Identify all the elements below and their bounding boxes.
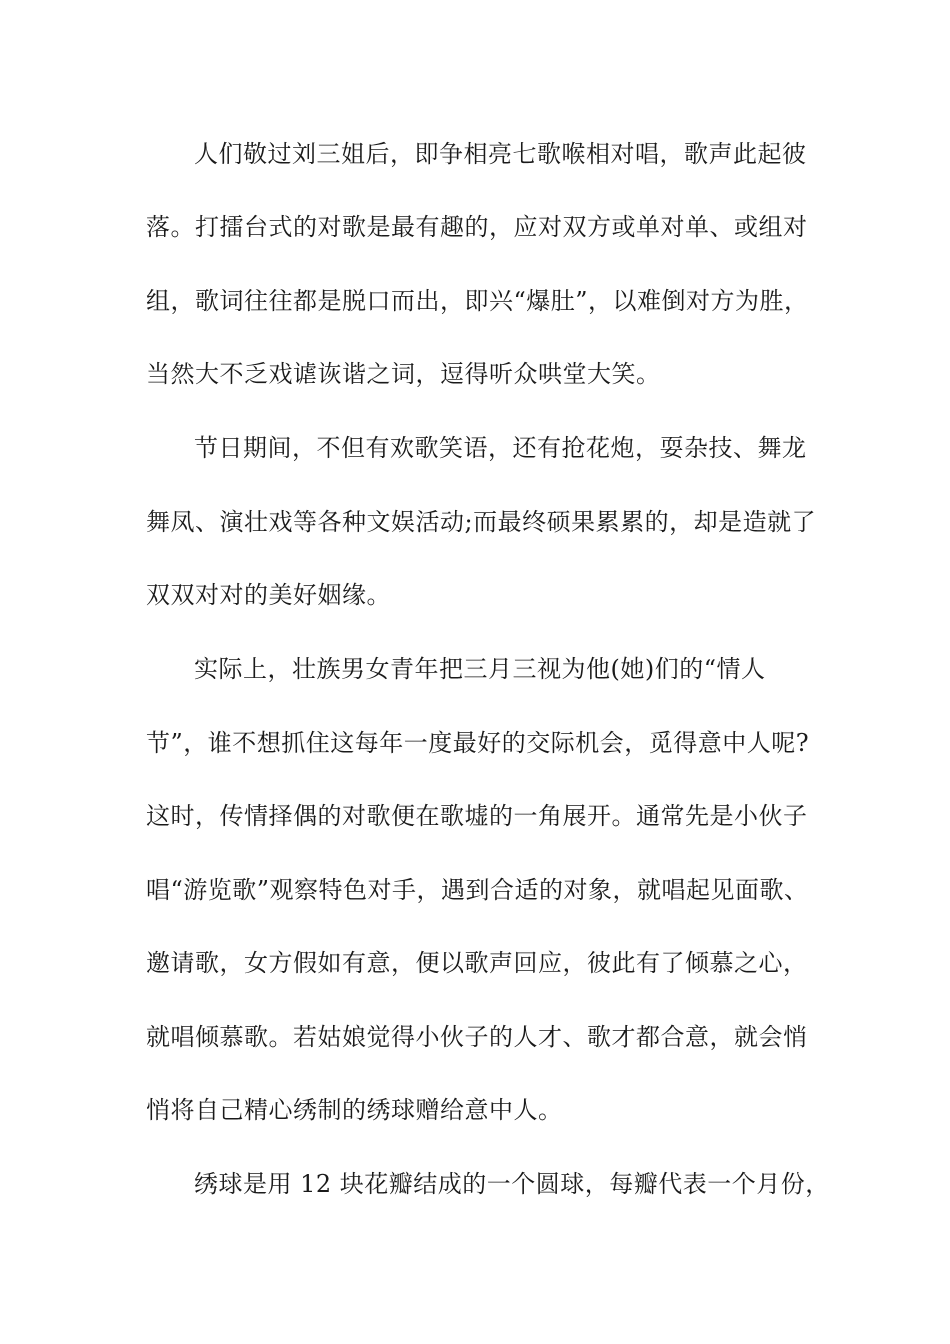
paragraph-3-line-3: 这时，传情择偶的对歌便在歌墟的一角展开。通常先是小伙子 (146, 802, 808, 830)
paragraph-1-line-4: 当然大不乏戏谑诙谐之词，逗得听众哄堂大笑。 (146, 360, 661, 388)
paragraph-2-line-1: 节日期间，不但有欢歌笑语，还有抢花炮，耍杂技、舞龙 (194, 434, 807, 462)
paragraph-1-line-1: 人们敬过刘三姐后，即争相亮七歌喉相对唱，歌声此起彼 (194, 140, 807, 168)
paragraph-4-line-1: 绣球是用 12 块花瓣结成的一个圆球，每瓣代表一个月份， (194, 1170, 830, 1198)
paragraph-3-line-5: 邀请歌，女方假如有意，便以歌声回应，彼此有了倾慕之心， (146, 949, 808, 977)
paragraph-1-line-2: 落。打擂台式的对歌是最有趣的，应对双方或单对单、或组对 (146, 213, 808, 241)
paragraph-3-line-1: 实际上，壮族男女青年把三月三视为他(她)们的“情人 (194, 655, 766, 683)
paragraph-1-line-3: 组，歌词往往都是脱口而出，即兴“爆肚”，以难倒对方为胜， (146, 287, 809, 315)
paragraph-3-line-7: 悄将自己精心绣制的绣球赠给意中人。 (146, 1096, 563, 1124)
paragraph-2-line-3: 双双对对的美好姻缘。 (146, 581, 391, 609)
paragraph-3-line-4: 唱“游览歌”观察特色对手，遇到合适的对象，就唱起见面歌、 (146, 876, 809, 904)
paragraph-3-line-2: 节”，谁不想抓住这每年一度最好的交际机会，觅得意中人呢? (146, 729, 810, 757)
paragraph-2-line-2: 舞凤、演壮戏等各种文娱活动;而最终硕果累累的，却是造就了 (146, 508, 817, 536)
paragraph-3-line-6: 就唱倾慕歌。若姑娘觉得小伙子的人才、歌才都合意，就会悄 (146, 1023, 808, 1051)
